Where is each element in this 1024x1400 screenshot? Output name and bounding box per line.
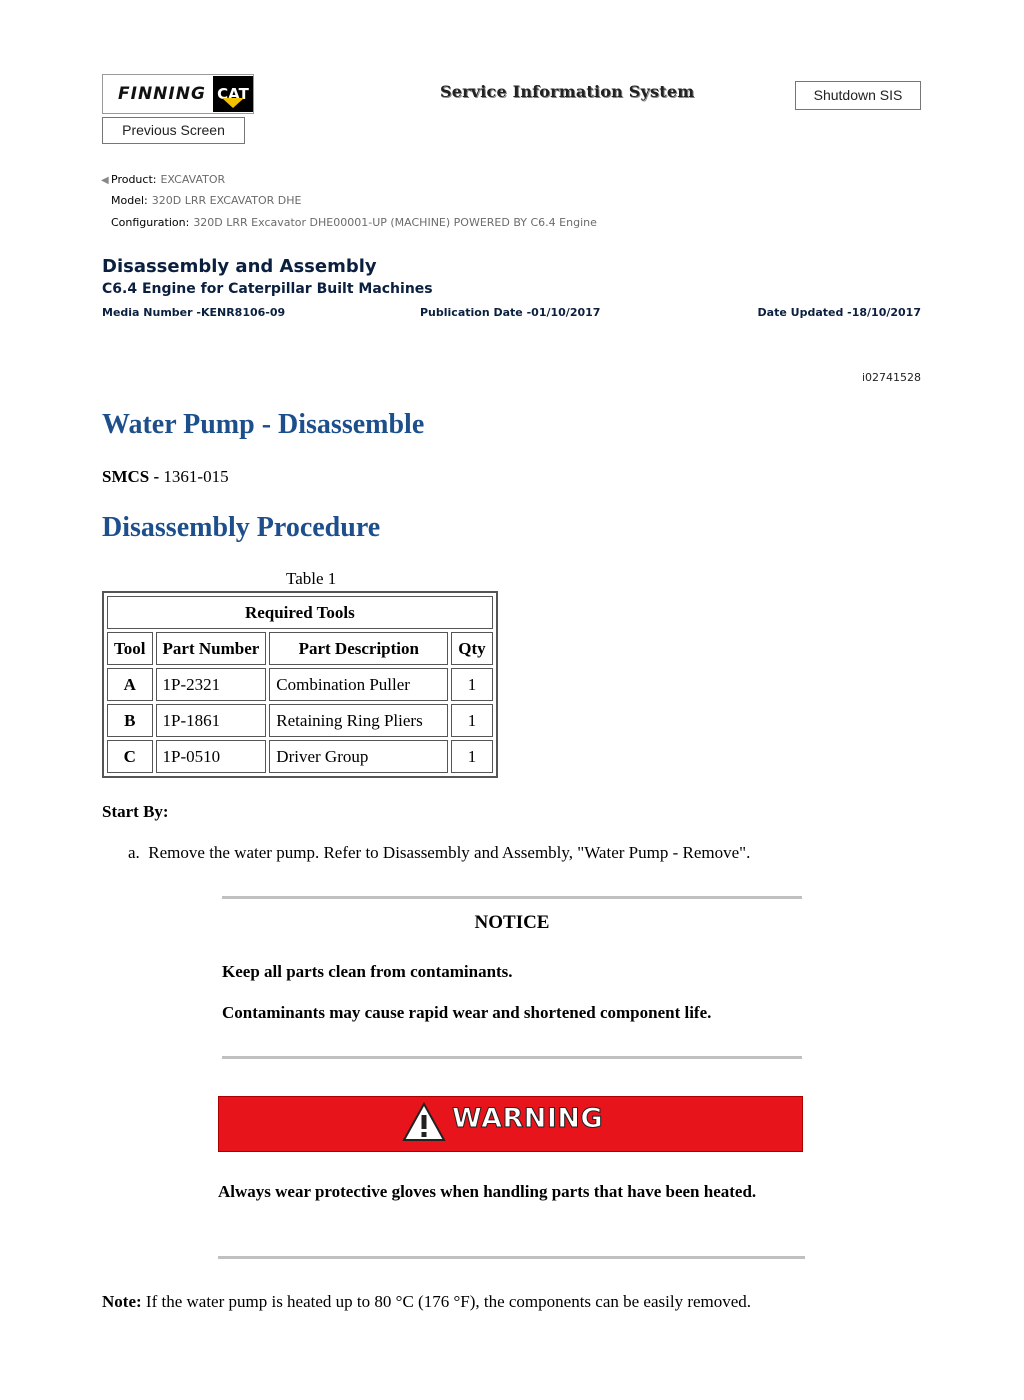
table-title: Required Tools bbox=[107, 596, 493, 629]
product-value: EXCAVATOR bbox=[160, 173, 226, 186]
note-text: If the water pump is heated up to 80 °C (176 °F), the components can be easily removed. bbox=[145, 1292, 752, 1311]
part-number: 1P-1861 bbox=[156, 704, 267, 737]
model-line bbox=[111, 194, 302, 207]
date-updated: Date Updated -18/10/2017 bbox=[757, 306, 921, 319]
step-a bbox=[128, 843, 750, 863]
product-line bbox=[111, 173, 225, 186]
configuration-label: Configuration: bbox=[111, 216, 190, 229]
step-a-marker: a. bbox=[128, 843, 140, 862]
document-title: Disassembly and Assembly bbox=[102, 256, 377, 277]
page-heading: Water Pump - Disassemble bbox=[102, 409, 425, 440]
notice-top-divider bbox=[222, 896, 802, 899]
notice-title: NOTICE bbox=[474, 912, 550, 933]
smcs-label: SMCS - bbox=[102, 467, 164, 486]
configuration-line bbox=[111, 216, 597, 229]
configuration-value: 320D LRR Excavator DHE00001-UP (MACHINE) POWERED BY C6.4 Engine bbox=[193, 216, 597, 229]
table-header-part-number: Part Number bbox=[156, 632, 267, 665]
table-row bbox=[107, 704, 493, 737]
part-description: Driver Group bbox=[269, 740, 448, 773]
model-value: 320D LRR EXCAVATOR DHE bbox=[151, 194, 302, 207]
procedure-heading: Disassembly Procedure bbox=[102, 512, 381, 543]
qty: 1 bbox=[451, 704, 492, 737]
media-number: Media Number -KENR8106-09 bbox=[102, 306, 286, 319]
smcs-value: 1361-015 bbox=[163, 467, 229, 486]
part-number: 1P-2321 bbox=[156, 668, 267, 701]
cat-logo: CAT bbox=[213, 76, 253, 112]
table-header-qty: Qty bbox=[451, 632, 492, 665]
warning-label: WARNING bbox=[452, 1103, 604, 1134]
warning-text: Always wear protective gloves when handling parts that have been heated. bbox=[218, 1182, 757, 1201]
table-row bbox=[107, 740, 493, 773]
table-header-row bbox=[107, 632, 493, 665]
notice-line-1: Keep all parts clean from contaminants. bbox=[222, 962, 513, 981]
document-subtitle: C6.4 Engine for Caterpillar Built Machines bbox=[102, 281, 433, 297]
notice-line-2: Contaminants may cause rapid wear and shortened component life. bbox=[222, 1003, 712, 1022]
warning-bottom-divider bbox=[218, 1256, 805, 1259]
product-label: Product: bbox=[111, 173, 157, 186]
note bbox=[102, 1292, 751, 1312]
part-number: 1P-0510 bbox=[156, 740, 267, 773]
table-row bbox=[107, 668, 493, 701]
document-id: i02741528 bbox=[861, 371, 921, 384]
start-by-label: Start By: bbox=[102, 802, 169, 821]
required-tools-table bbox=[102, 591, 498, 778]
smcs-code bbox=[102, 467, 229, 487]
table-header-part-description: Part Description bbox=[269, 632, 448, 665]
note-label: Note: bbox=[102, 1292, 142, 1311]
tool-letter: A bbox=[107, 668, 153, 701]
part-description: Combination Puller bbox=[269, 668, 448, 701]
shutdown-sis-button[interactable]: Shutdown SIS bbox=[795, 81, 921, 110]
table-caption: Table 1 bbox=[286, 569, 337, 588]
tool-letter: C bbox=[107, 740, 153, 773]
previous-screen-button[interactable]: Previous Screen bbox=[102, 117, 245, 144]
model-label: Model: bbox=[111, 194, 148, 207]
warning-triangle-icon bbox=[402, 1102, 446, 1142]
finning-logo-text: FINNING bbox=[118, 84, 206, 104]
back-arrow-icon[interactable]: ◀ bbox=[101, 175, 109, 186]
table-header-tool: Tool bbox=[107, 632, 153, 665]
notice-bottom-divider bbox=[222, 1056, 802, 1059]
publication-date: Publication Date -01/10/2017 bbox=[420, 306, 601, 319]
part-description: Retaining Ring Pliers bbox=[269, 704, 448, 737]
system-title: Service Information System bbox=[440, 82, 695, 101]
cat-logo-triangle-icon bbox=[222, 98, 244, 108]
qty: 1 bbox=[451, 668, 492, 701]
qty: 1 bbox=[451, 740, 492, 773]
tool-letter: B bbox=[107, 704, 153, 737]
step-a-text: Remove the water pump. Refer to Disassembly and Assembly, "Water Pump - Remove". bbox=[148, 843, 751, 862]
